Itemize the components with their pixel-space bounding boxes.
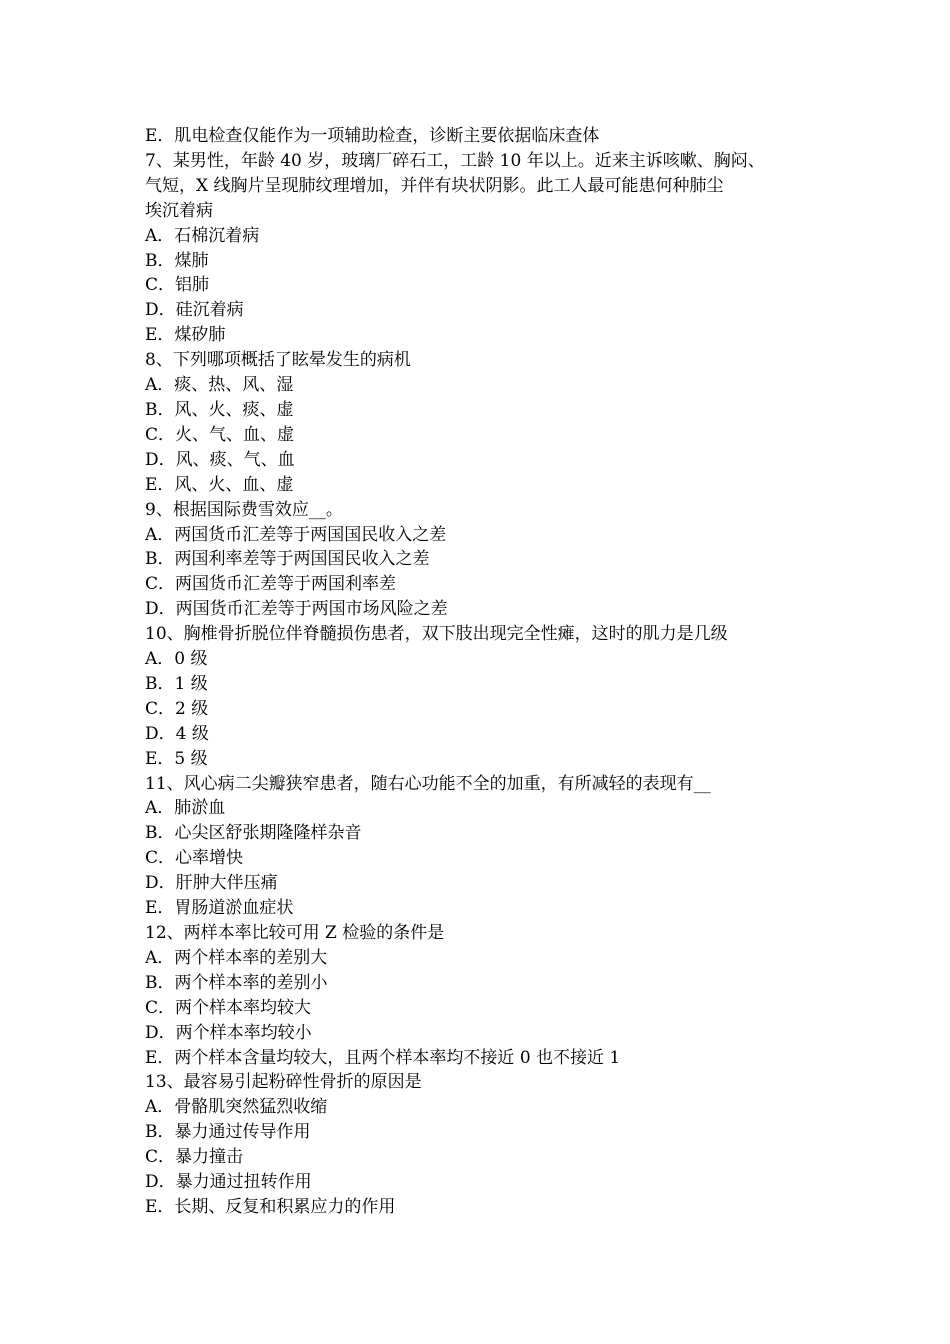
question-text-line: 12、两样本率比较可用 Z 检验的条件是 xyxy=(145,923,445,943)
answer-option: A．肺淤血 xyxy=(145,798,226,819)
answer-option: D．4 级 xyxy=(145,723,209,744)
question-text-line: 8、下列哪项概括了眩晕发生的病机 xyxy=(145,350,411,371)
answer-option: D．硅沉着病 xyxy=(145,300,244,321)
answer-option: B．两个样本率的差别小 xyxy=(145,972,328,993)
answer-option: B．两国利率差等于两国国民收入之差 xyxy=(145,549,430,570)
answer-option: D．风、痰、气、血 xyxy=(145,449,295,470)
answer-option: C．暴力撞击 xyxy=(145,1147,244,1168)
answer-option: E．胃肠道淤血症状 xyxy=(145,898,294,919)
answer-option: E．长期、反复和积累应力的作用 xyxy=(145,1196,396,1217)
answer-option: E．肌电检查仅能作为一项辅助检查，诊断主要依据临床查体 xyxy=(145,126,600,146)
answer-option: A．两国货币汇差等于两国国民收入之差 xyxy=(145,524,447,545)
answer-option: E．5 级 xyxy=(145,748,208,769)
answer-option: D．两个样本率均较小 xyxy=(145,1022,312,1043)
answer-option: D．暴力通过扭转作用 xyxy=(145,1172,312,1193)
answer-option: A．石棉沉着病 xyxy=(145,225,260,246)
answer-option: A．0 级 xyxy=(145,649,208,670)
answer-option: E．两个样本含量均较大，且两个样本率均不接近 0 也不接近 1 xyxy=(145,1047,621,1068)
question-list xyxy=(145,124,835,1220)
answer-option: B．风、火、痰、虚 xyxy=(145,399,294,420)
question-text-line: 气短，X 线胸片呈现肺纹理增加，并伴有块状阴影。此工人最可能患何种肺尘 xyxy=(145,175,724,196)
answer-option: B．心尖区舒张期隆隆样杂音 xyxy=(145,823,362,844)
answer-option: B．煤肺 xyxy=(145,250,209,271)
answer-option: B．1 级 xyxy=(145,673,208,694)
answer-option: B．暴力通过传导作用 xyxy=(145,1122,311,1143)
answer-option: C．火、气、血、虚 xyxy=(145,424,295,445)
answer-option: D．两国货币汇差等于两国市场风险之差 xyxy=(145,599,448,620)
question-text-line: 9、根据国际费雪效应__。 xyxy=(145,499,343,520)
question-text-line: 11、风心病二尖瓣狭窄患者，随右心功能不全的加重，有所减轻的表现有__ xyxy=(145,773,711,794)
answer-option: A．骨骼肌突然猛烈收缩 xyxy=(145,1097,328,1118)
question-text-line: 7、某男性，年龄 40 岁，玻璃厂碎石工，工龄 10 年以上。近来主诉咳嗽、胸闷、 xyxy=(145,150,765,171)
answer-option: E．煤矽肺 xyxy=(145,325,226,346)
answer-option: C．两国货币汇差等于两国利率差 xyxy=(145,574,397,595)
question-text-line: 10、胸椎骨折脱位伴脊髓损伤患者，双下肢出现完全性瘫，这时的肌力是几级 xyxy=(145,624,728,645)
answer-option: C．两个样本率均较大 xyxy=(145,997,312,1018)
answer-option: A．痰、热、风、湿 xyxy=(145,375,294,396)
answer-option: C．心率增快 xyxy=(145,848,244,869)
answer-option: D．肝肿大伴压痛 xyxy=(145,873,278,894)
answer-option: C．铝肺 xyxy=(145,275,210,296)
question-text-line: 13、最容易引起粉碎性骨折的原因是 xyxy=(145,1072,422,1093)
question-text-line: 埃沉着病 xyxy=(145,200,213,221)
answer-option: A．两个样本率的差别大 xyxy=(145,947,328,968)
answer-option: E．风、火、血、虚 xyxy=(145,474,294,495)
answer-option: C．2 级 xyxy=(145,698,209,719)
